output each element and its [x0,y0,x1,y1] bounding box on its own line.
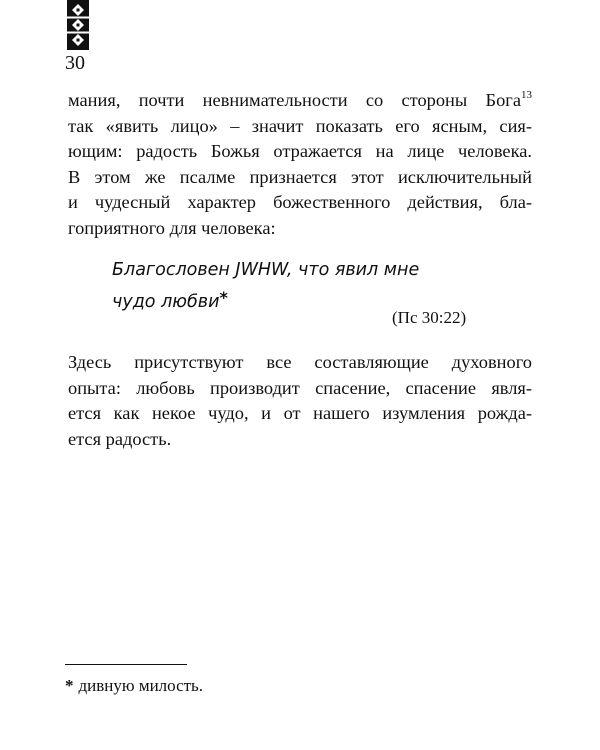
text-line: ющим: радость Божья отражается на лице человека. [68,141,532,162]
quote-reference: (Пс 30:22) [392,308,467,327]
paragraph-1 [68,88,532,242]
footnote-marker: * [219,288,228,307]
text-line: гоприятного для человека: [68,217,276,238]
text-line: В этом же псалме признается этот исключительный [68,166,532,187]
footnote-reference: 13 [521,89,532,101]
page-number: 30 [65,52,85,74]
text-line: так «явить лицо» – значит показать его ясным, сия- [68,115,532,136]
text-line: ется как некое чудо, и от нашего изумления рожда- [68,403,532,424]
paragraph-2 [68,350,532,452]
text-line-content: мания, почти невнимательности со стороны Бога [68,90,521,110]
text-line [68,88,532,114]
quote-line-content: чудо любви [112,292,220,312]
quote-line: Благословен JWHW, что явил мне [112,260,420,280]
ornament-icon [67,0,89,50]
text-line: опыта: любовь производит спасение, спасение явля- [68,377,532,398]
footnote-marker: * [65,676,74,695]
footnote-text: дивную милость. [78,676,204,695]
footnote-divider [65,664,187,665]
footnote [65,675,203,697]
text-line: и чудесный характер божественного действия, бла- [68,192,532,213]
text-line: ется радость. [68,428,172,449]
text-line: Здесь присутствуют все составляющие духовного [68,352,532,372]
